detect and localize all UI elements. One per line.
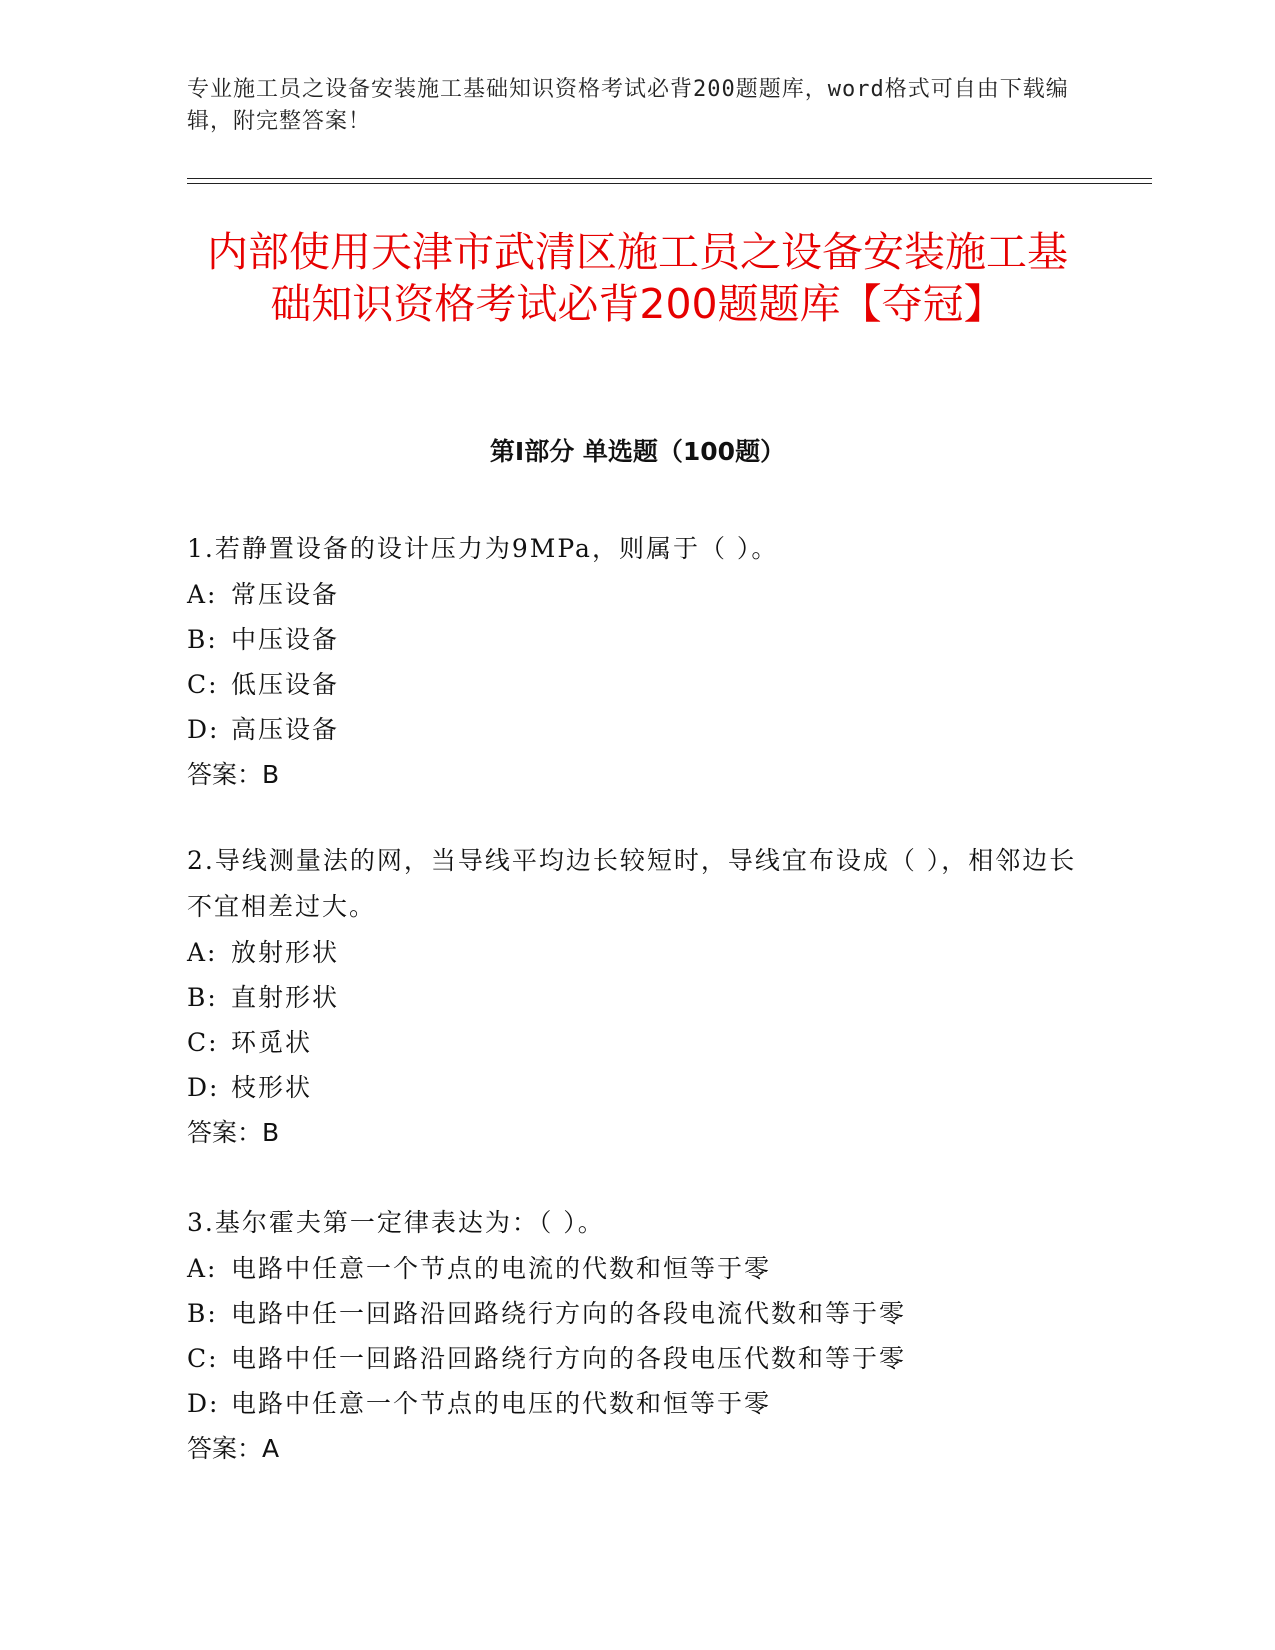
question-stem: 3.基尔霍夫第一定律表达为：（ ）。: [187, 1208, 605, 1237]
option-d: [187, 1065, 1077, 1110]
question-stem: 2.导线测量法的网，当导线平均边长较短时，导线宜布设成（ ），相邻边长不宜相差过大。: [187, 846, 1077, 921]
option-a: [187, 572, 1077, 617]
option-a: [187, 1246, 1077, 1291]
header-rule-top: [187, 178, 1152, 179]
option-text: 高压设备: [231, 715, 340, 744]
option-letter: D:: [187, 715, 220, 744]
option-b: [187, 617, 1077, 662]
option-c: [187, 1020, 1077, 1065]
option-letter: B:: [187, 983, 218, 1012]
option-text: 常压设备: [231, 580, 340, 609]
option-b: [187, 1291, 1077, 1336]
option-text: 电路中任意一个节点的电流的代数和恒等于零: [231, 1254, 772, 1283]
option-text: 低压设备: [231, 670, 340, 699]
option-letter: A:: [187, 938, 218, 967]
option-letter: C:: [187, 1028, 219, 1057]
option-d: [187, 1381, 1077, 1426]
option-text: 电路中任一回路沿回路绕行方向的各段电流代数和等于零: [231, 1299, 907, 1328]
document-title: 内部使用天津市武清区施工员之设备安装施工基础知识资格考试必背200题题库【夺冠】: [207, 228, 1068, 328]
option-letter: B:: [187, 625, 218, 654]
section-title: 第Ⅰ部分 单选题（100题）: [489, 437, 786, 466]
answer-line: 答案：A: [187, 1434, 280, 1463]
option-letter: A:: [187, 1254, 218, 1283]
option-letter: C:: [187, 670, 219, 699]
header-rule-bottom: [187, 183, 1152, 184]
question-1: [187, 526, 1077, 798]
question-stem: 1.若静置设备的设计压力为9MPa，则属于（ ）。: [187, 534, 779, 563]
answer-line: 答案：B: [187, 760, 280, 789]
option-letter: C:: [187, 1344, 219, 1373]
option-letter: B:: [187, 1299, 218, 1328]
option-b: [187, 975, 1077, 1020]
question-3: [187, 1200, 1077, 1472]
option-d: [187, 707, 1077, 752]
question-2: [187, 838, 1077, 1156]
answer-line: 答案：B: [187, 1118, 280, 1147]
option-text: 放射形状: [231, 938, 340, 967]
option-text: 电路中任一回路沿回路绕行方向的各段电压代数和等于零: [231, 1344, 907, 1373]
header-note: 专业施工员之设备安装施工基础知识资格考试必背200题题库，word格式可自由下载编辑，附完整答案！: [187, 77, 1069, 134]
option-text: 电路中任意一个节点的电压的代数和恒等于零: [231, 1389, 772, 1418]
option-text: 枝形状: [231, 1073, 313, 1102]
option-text: 中压设备: [231, 625, 340, 654]
option-letter: D:: [187, 1389, 220, 1418]
option-text: 环觅状: [231, 1028, 313, 1057]
option-c: [187, 662, 1077, 707]
option-letter: A:: [187, 580, 218, 609]
option-c: [187, 1336, 1077, 1381]
option-text: 直射形状: [231, 983, 340, 1012]
option-letter: D:: [187, 1073, 220, 1102]
option-a: [187, 930, 1077, 975]
